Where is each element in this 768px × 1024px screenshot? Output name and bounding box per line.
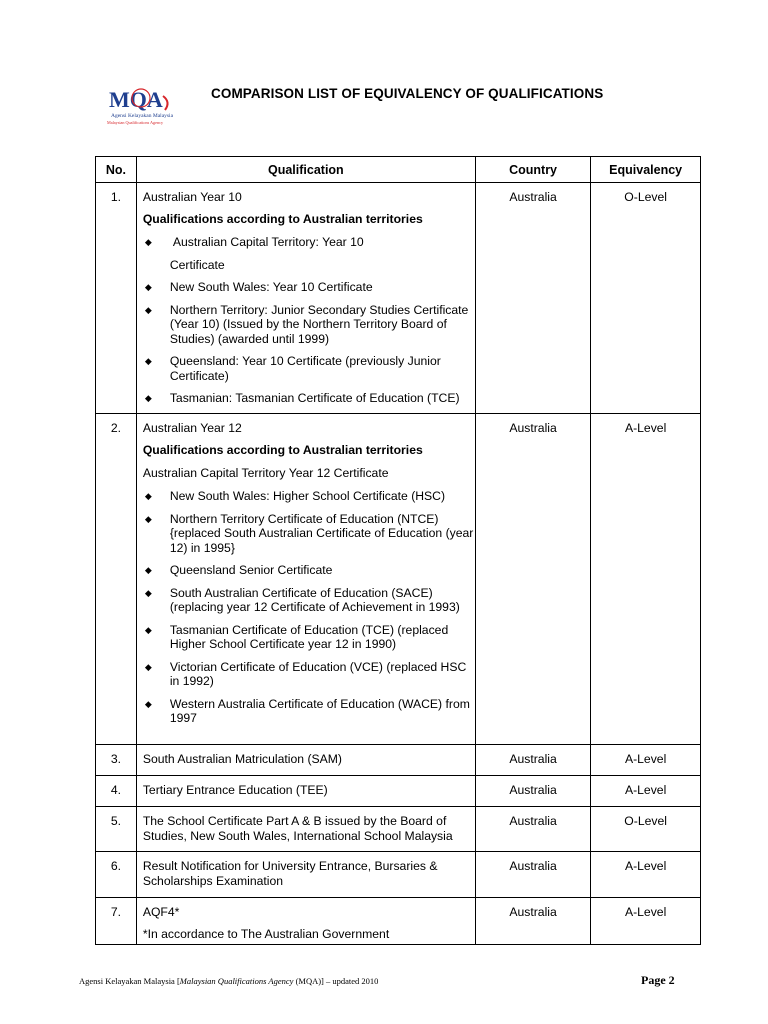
table-row: [96, 852, 701, 898]
table-row: [96, 898, 701, 945]
table-row: [96, 183, 701, 414]
col-header-country: Country: [475, 157, 590, 183]
mqa-logo: [105, 86, 175, 128]
qualification-title: AQF4*: [142, 905, 180, 919]
qualification-title: Result Notification for University Entrance, Bursaries & Scholarships Examination: [142, 859, 438, 888]
list-item: ◆ Queensland: Year 10 Certificate (previously Junior Certificate): [144, 354, 441, 383]
diamond-bullet-icon: ◆: [144, 304, 152, 315]
diamond-bullet-icon: ◆: [144, 587, 152, 598]
logo-text: MQA: [109, 87, 163, 112]
table-row: [96, 745, 701, 776]
qualification-note: *In accordance to The Australian Government: [142, 927, 390, 941]
qualification-title: Australian Year 12: [142, 421, 242, 435]
row-equivalency: A-Level: [624, 859, 667, 873]
logo-sub2: Malaysian Qualifications Agency: [107, 120, 164, 125]
col-header-no: No.: [96, 157, 137, 183]
diamond-bullet-icon: ◆: [144, 237, 152, 247]
list-item: ◆ Victorian Certificate of Education (VCE) (replaced HSC in 1992): [144, 659, 467, 688]
qualification-title: Tertiary Entrance Education (TEE): [142, 783, 328, 797]
qualification-subtitle: Qualifications according to Australian territories: [142, 212, 423, 226]
diamond-bullet-icon: ◆: [144, 356, 152, 366]
row-equivalency: O-Level: [624, 814, 667, 828]
row-equivalency: A-Level: [624, 783, 667, 797]
qualifications-table: [95, 156, 701, 945]
row-country: Australia: [509, 859, 557, 873]
qualification-title: Australian Year 10: [142, 190, 242, 204]
diamond-bullet-icon: ◆: [144, 513, 152, 524]
row-equivalency: O-Level: [624, 190, 667, 204]
diamond-bullet-icon: ◆: [144, 565, 152, 575]
row-country: Australia: [509, 783, 557, 797]
list-item: ◆ Western Australia Certificate of Education (WACE) from 1997: [144, 696, 470, 725]
col-header-qualification: Qualification: [136, 157, 475, 183]
qualification-title: South Australian Matriculation (SAM): [142, 752, 342, 766]
diamond-bullet-icon: ◆: [144, 698, 152, 709]
list-item: ◆ Tasmanian Certificate of Education (TCE) (replaced Higher School Certificate year 12 in 1990): [144, 622, 449, 651]
bullet-continuation: Certificate: [169, 257, 225, 272]
list-item: ◆ Queensland Senior Certificate: [144, 563, 333, 577]
diamond-bullet-icon: ◆: [144, 491, 152, 501]
list-item: ◆ Northern Territory: Junior Secondary Studies Certificate (Year 10) (Issued by the Northern Territory Board of Studies) (awarded until 1999): [144, 302, 469, 346]
list-item: ◆ Northern Territory Certificate of Education (NTCE) {replaced South Australian Certificate of Education (year 12) in 1995}: [144, 511, 474, 555]
table-row: [96, 807, 701, 852]
diamond-bullet-icon: ◆: [144, 661, 152, 672]
list-item: ◆ Australian Capital Territory: Year 10: [144, 235, 364, 249]
row-country: Australia: [509, 421, 557, 435]
table-row: [96, 414, 701, 745]
row-equivalency: A-Level: [624, 421, 667, 435]
row-no: 3.: [110, 752, 121, 766]
row-no: 7.: [110, 905, 121, 919]
col-header-equivalency: Equivalency: [591, 157, 701, 183]
row-country: Australia: [509, 752, 557, 766]
page-number: Page 2: [641, 973, 675, 987]
row-equivalency: A-Level: [624, 905, 667, 919]
logo-sub1: Agensi Kelayakan Malaysia: [111, 113, 174, 119]
row-no: 2.: [110, 421, 121, 435]
diamond-bullet-icon: ◆: [144, 624, 152, 635]
row-no: 5.: [110, 814, 121, 828]
row-country: Australia: [509, 190, 557, 204]
row-country: Australia: [509, 905, 557, 919]
list-item: ◆ South Australian Certificate of Education (SACE) (replacing year 12 Certificate of Achievement in 1993): [144, 585, 460, 614]
row-equivalency: A-Level: [624, 752, 667, 766]
list-item: ◆ Tasmanian: Tasmanian Certificate of Education (TCE): [144, 391, 460, 405]
qualification-title: The School Certificate Part A & B issued by the Board of Studies, New South Wales, International School Malaysia: [142, 814, 453, 843]
footer-text: Agensi Kelayakan Malaysia [Malaysian Qualifications Agency (MQA)] – updated 2010: [79, 976, 379, 986]
row-no: 1.: [110, 190, 121, 204]
table-header-row: [96, 157, 701, 183]
diamond-bullet-icon: ◆: [144, 393, 152, 403]
list-item: ◆ New South Wales: Higher School Certificate (HSC): [144, 489, 446, 503]
page-title: COMPARISON LIST OF EQUIVALENCY OF QUALIFICATIONS: [211, 86, 604, 101]
qualification-subtitle: Qualifications according to Australian territories: [142, 443, 423, 457]
row-no: 6.: [110, 859, 121, 873]
row-country: Australia: [509, 814, 557, 828]
table-row: [96, 776, 701, 807]
list-item: ◆ New South Wales: Year 10 Certificate: [144, 280, 373, 294]
qualification-plain-line: Australian Capital Territory Year 12 Certificate: [142, 466, 389, 480]
diamond-bullet-icon: ◆: [144, 282, 152, 292]
row-no: 4.: [110, 783, 121, 797]
